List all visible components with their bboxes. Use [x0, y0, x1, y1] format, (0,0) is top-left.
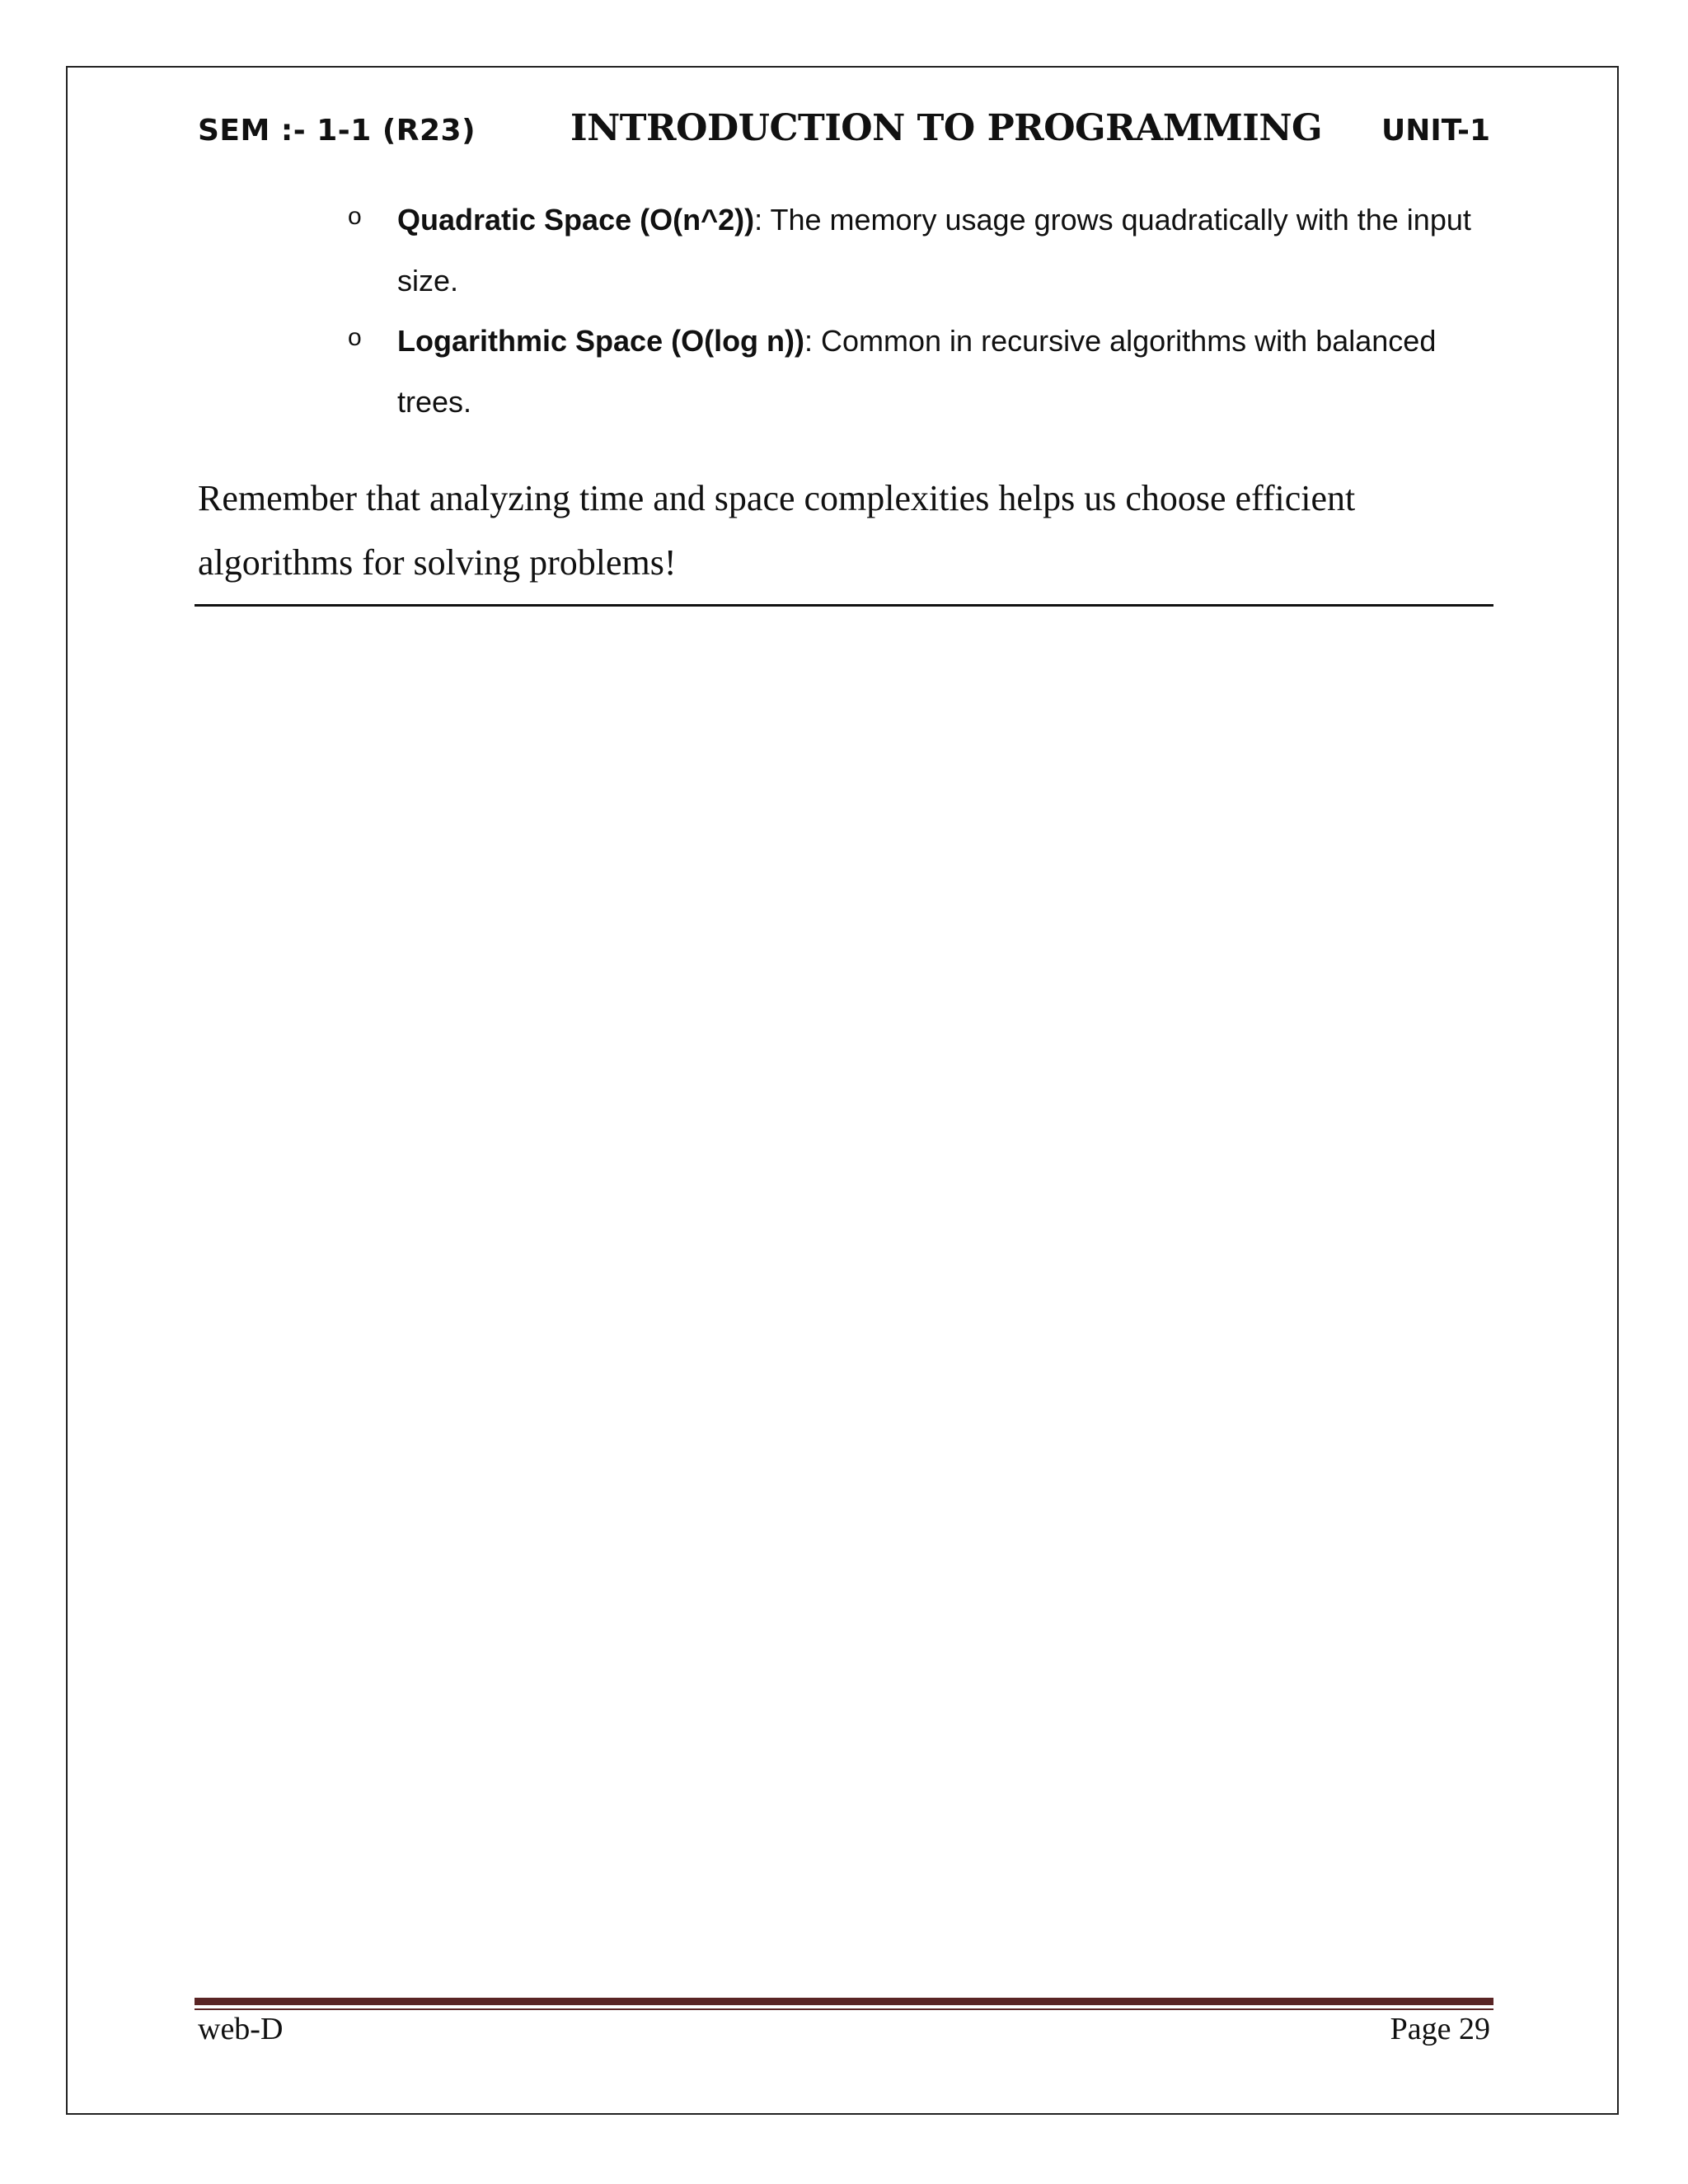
bullet-item-quadratic-space — [397, 190, 1502, 312]
bullet-description: : The memory usage grows quadratically with the input size. — [397, 203, 1471, 298]
section-divider — [195, 604, 1493, 607]
bullet-term: Logarithmic Space (O(log n)) — [397, 324, 805, 358]
bullet-marker: o — [348, 324, 362, 351]
page-header — [198, 107, 1490, 157]
page-number: Page 29 — [1390, 2012, 1490, 2046]
course-title: INTRODUCTION TO PROGRAMMING — [570, 107, 1323, 149]
bullet-description: : Common in recursive algorithms with balanced trees. — [397, 324, 1437, 419]
bullet-item-logarithmic-space — [397, 311, 1502, 433]
bullet-marker: o — [348, 203, 362, 230]
summary-paragraph: Remember that analyzing time and space complexities helps us choose efficient algorithms for solving problems! — [198, 478, 1356, 583]
unit-label: UNIT-1 — [1381, 114, 1490, 148]
footer-divider-thick — [195, 1998, 1493, 2005]
footer-divider-thin — [195, 2008, 1493, 2010]
footer-author: web-D — [198, 2012, 284, 2046]
semester-label: SEM :- 1-1 (R23) — [198, 114, 476, 148]
bullet-term: Quadratic Space (O(n^2)) — [397, 203, 755, 237]
